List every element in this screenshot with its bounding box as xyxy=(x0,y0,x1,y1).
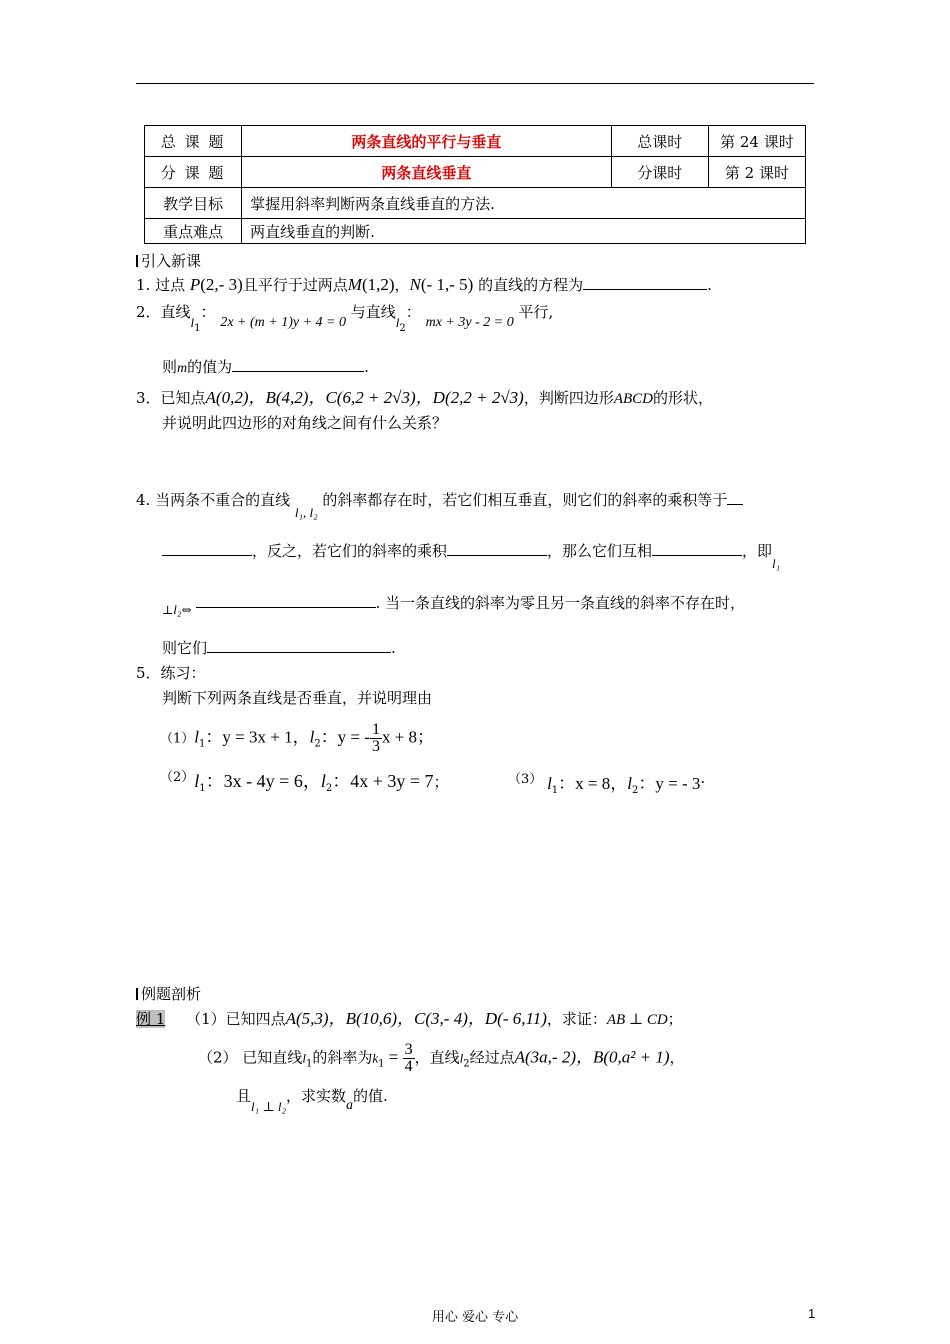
goal-text: 掌握用斜率判断两条直线垂直的方法. xyxy=(242,188,806,219)
label-sub-hours: 分课时 xyxy=(611,157,708,188)
question-4: 4. 当两条不重合的直线 l₁, l₂ 的斜率都存在时，若它们相互垂直，则它们的斜率的乘积等于 xyxy=(136,490,743,523)
answer-blank-7 xyxy=(207,638,391,653)
exercise-1: $(1)l_1$：y = 3x + 1，$l_2$：y = - $\frac{1}{3}$ x + 8； xyxy=(160,721,435,755)
question-2: 2．直线$l_1$： 2x + (m + 1)y + 4 = 0 与直线$l_2$： mx + 3y - 2 = 0 平行, xyxy=(136,303,554,334)
sub-hours-value: 第 2 课时 xyxy=(708,157,805,188)
sub-topic-title: 两条直线垂直 xyxy=(242,157,612,188)
page-number: 1 xyxy=(808,1306,816,1321)
question-5-instruction: 判断下列两条直线是否垂直，并说明理由 xyxy=(162,689,433,707)
page-footer: 用心 爱心 专心 xyxy=(431,1310,519,1325)
answer-blank-2 xyxy=(232,357,364,372)
question-3-line-2: 并说明此四边形的对角线之间有什么关系？ xyxy=(162,414,448,432)
label-key-points: 重点难点 xyxy=(145,219,242,244)
label-sub-topic: 分 课 题 xyxy=(145,157,242,188)
top-rule xyxy=(136,83,814,84)
header-table xyxy=(144,125,806,244)
label-total-topic: 总 课 题 xyxy=(145,126,242,157)
answer-blank-5 xyxy=(652,541,742,556)
key-points-text: 两直线垂直的判断. xyxy=(242,219,806,244)
label-goal: 教学目标 xyxy=(145,188,242,219)
section-marker-icon xyxy=(136,988,138,1000)
question-4-line-3: $_\perp l_2_\Leftrightarrow$ . 当一条直线的斜率为零且另一条直线的斜率不存在时， xyxy=(162,594,746,617)
exercise-3: （3） $l_1$：x = 8，$l_2$：y = - 3. xyxy=(508,769,706,796)
example-1-part-2-line-2: 且l₁ ⊥ l₂，求实数a的值. xyxy=(236,1087,388,1114)
example-1-part-2: （2） 已知直线$l_1$的斜率为$k_1$ = $\frac{3}{4}$ ，直线$l_2$经过点A(3a,- 2)，B(0,a² + 1)， xyxy=(198,1041,685,1075)
answer-blank-6 xyxy=(196,593,376,608)
example-1-part-1: 例 1 （1）已知四点A(5,3)，B(10,6)，C(3,- 4)，D(- 6,11)，求证：AB ⊥ CD； xyxy=(136,1009,683,1028)
answer-blank-1 xyxy=(583,275,707,290)
total-topic-title: 两条直线的平行与垂直 xyxy=(242,126,612,157)
answer-blank-3 xyxy=(162,541,252,556)
question-3: 3．已知点A(0,2)，B(4,2)，C(6,2 + 2√3)，D(2,2 + 2√3)，判断四边形ABCD的形状， xyxy=(136,388,714,407)
fraction-one-third: $\frac{1}{3}$ xyxy=(371,721,380,755)
section-intro: 引入新课 xyxy=(136,251,201,271)
section-marker-icon xyxy=(136,255,138,267)
example-1-tag: 例 1 xyxy=(136,1010,166,1028)
question-5: 5．练习： xyxy=(136,664,206,682)
label-total-hours: 总课时 xyxy=(611,126,708,157)
question-4-line-4: 则它们 . xyxy=(162,639,396,657)
question-2-line-2: 则m的值为 . xyxy=(162,358,369,376)
question-1: 1. 过点 P(2,- 3)且平行于过两点M(1,2)，N(- 1,- 5) 的直线的方程为 . xyxy=(136,275,712,294)
question-4-line-2: ，反之，若它们的斜率的乘积 ，那么它们互相 ，即l₁ xyxy=(162,541,780,574)
total-hours-value: 第 24 课时 xyxy=(708,126,805,157)
fraction-three-quarters: $\frac{3}{4}$ xyxy=(404,1041,413,1075)
answer-blank-4 xyxy=(447,541,547,556)
exercise-2: $(2)l_1$：3x - 4y = 6，$l_2$：4x + 3y = 7； xyxy=(160,770,449,794)
section-examples: 例题剖析 xyxy=(136,984,201,1004)
